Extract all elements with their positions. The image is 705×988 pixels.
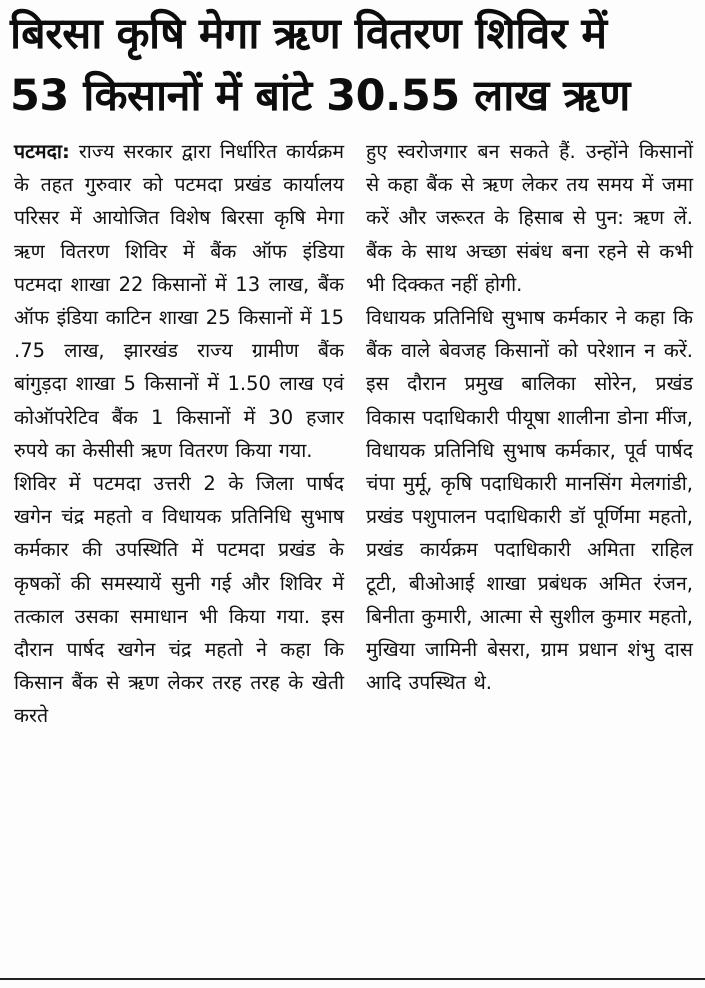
- left-paragraph-2: शिविर में पटमदा उत्तरी 2 के जिला पार्षद खगेन चंद्र महतो व विधायक प्रतिनिधि सुभाष कर्मकार की उपस्थिति में पटमदा प्रखंड के कृषकों की समस्यायें सुनी गई और शिविर में तत्काल उसका समाधान भी किया गया. इस दौरान पार्षद खगेन चंद्र महतो ने कहा कि किसान बैंक से ऋण लेकर तरह तरह के खेती करते: [14, 472, 344, 728]
- left-paragraph-1: [14, 135, 344, 467]
- dateline: पटमदा:: [14, 140, 70, 163]
- right-paragraph-1: हुए स्वरोजगार बन सकते हैं. उन्होंने किसानों से कहा बैंक से ऋण लेकर तय समय में जमा करें और जरूरत के हिसाब से पुन: ऋण लें. बैंक के साथ अच्छा संबंध बना रहने से कभी भी दिक्कत नहीं होगी.: [366, 140, 693, 296]
- right-paragraph-2: विधायक प्रतिनिधि सुभाष कर्मकार ने कहा कि बैंक वाले बेवजह किसानों को परेशान न करें. इस दौरान प्रमुख बालिका सोरेन, प्रखंड विकास पदाधिकारी पीयूषा शालीना डोना मींज, विधायक प्रतिनिधि सुभाष कर्मकार, पूर्व पार्षद चंपा मुर्मू, कृषि पदाधिकारी मानसिंग मेलगांडी, प्रखंड पशुपालन पदाधिकारी डॉ पूर्णिमा महतो, प्रखंड कार्यक्रम पदाधिकारी अमिता राहिल टूटी, बीओआई शाखा प्रबंधक अमित रंजन, बिनीता कुमारी, आत्मा से सुशील कुमार महतो, मुखिया जामिनी बेसरा, ग्राम प्रधान शंभु दास आदि उपस्थित थे.: [366, 306, 693, 695]
- left-paragraph-1-text: राज्य सरकार द्वारा निर्धारित कार्यक्रम के तहत गुरुवार को पटमदा प्रखंड कार्यालय परिसर में आयोजित विशेष बिरसा कृषि मेगा ऋण वितरण शिविर में बैंक ऑफ इंडिया पटमदा शाखा 22 किसानों में 13 लाख, बैंक ऑफ इंडिया काटिन शाखा 25 किसानों में 15 .75 लाख, झारखंड राज्य ग्रामीण बैंक बांगुड़दा शाखा 5 किसानों में 1.50 लाख एवं कोऑपरेटिव बैंक 1 किसानों में 30 हजार रुपये का केसीसी ऋण वितरण किया गया.: [14, 140, 344, 462]
- right-column: [366, 135, 693, 699]
- headline-line-2: 53 किसानों में बांटे 30.55 लाख ऋण: [10, 71, 630, 121]
- bottom-rule: [0, 978, 705, 980]
- headline-line-1: बिरसा कृषि मेगा ऋण वितरण शिविर में: [10, 9, 607, 59]
- left-column: [14, 135, 344, 733]
